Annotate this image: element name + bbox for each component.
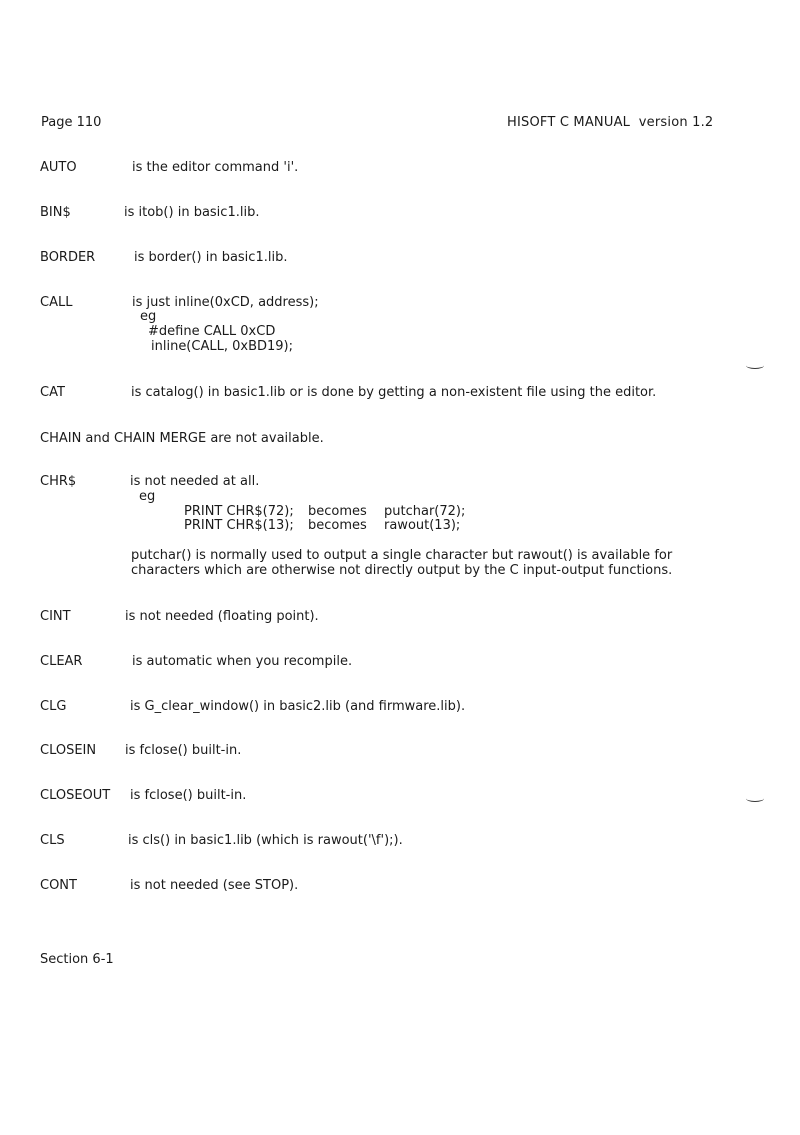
keyword-chr: CHR$ — [40, 474, 77, 489]
desc-closeout: is fclose() built-in. — [130, 788, 247, 803]
keyword-bin: BIN$ — [40, 205, 71, 220]
example-label: eg — [139, 489, 156, 504]
desc-cint: is not needed (floating point). — [125, 609, 319, 624]
desc-clg: is G_clear_window() in basic2.lib (and firmware.lib). — [130, 699, 466, 714]
example-code: PRINT CHR$(13); — [184, 518, 294, 533]
chr-explanation — [131, 548, 721, 578]
desc-cat: is catalog() in basic1.lib or is done by getting a non-existent file using the editor. — [131, 385, 657, 400]
chain-note: CHAIN and CHAIN MERGE are not available. — [40, 431, 324, 446]
scan-mark — [746, 795, 764, 802]
desc-bin: is itob() in basic1.lib. — [124, 205, 260, 220]
keyword-cint: CINT — [40, 609, 71, 624]
manual-title: HISOFT C MANUAL version 1.2 — [507, 115, 714, 130]
desc-call: is just inline(0xCD, address); — [132, 295, 319, 310]
example-label: eg — [140, 309, 157, 324]
keyword-auto: AUTO — [40, 160, 77, 175]
desc-closein: is fclose() built-in. — [125, 743, 242, 758]
page-number: Page 110 — [41, 115, 102, 130]
keyword-cont: CONT — [40, 878, 77, 893]
keyword-clg: CLG — [40, 699, 67, 714]
desc-border: is border() in basic1.lib. — [134, 250, 288, 265]
desc-auto: is the editor command 'i'. — [132, 160, 299, 175]
keyword-border: BORDER — [40, 250, 96, 265]
scan-mark — [746, 362, 764, 369]
example-line: inline(CALL, 0xBD19); — [151, 339, 293, 354]
keyword-closein: CLOSEIN — [40, 743, 97, 758]
keyword-cls: CLS — [40, 833, 65, 848]
keyword-call: CALL — [40, 295, 73, 310]
paragraph-line: putchar() is normally used to output a single character but rawout() is available for — [131, 548, 673, 563]
example-line: #define CALL 0xCD — [148, 324, 276, 339]
example-result: rawout(13); — [384, 518, 461, 533]
desc-chr: is not needed at all. — [130, 474, 260, 489]
example-code: PRINT CHR$(72); — [184, 504, 294, 519]
desc-cls: is cls() in basic1.lib (which is rawout('\f');). — [128, 833, 403, 848]
keyword-clear: CLEAR — [40, 654, 83, 669]
example-result: putchar(72); — [384, 504, 466, 519]
keyword-closeout: CLOSEOUT — [40, 788, 111, 803]
keyword-cat: CAT — [40, 385, 65, 400]
example-arrow-text: becomes — [308, 518, 367, 533]
example-arrow-text: becomes — [308, 504, 367, 519]
section-footer: Section 6-1 — [40, 952, 114, 967]
desc-cont: is not needed (see STOP). — [130, 878, 299, 893]
desc-clear: is automatic when you recompile. — [132, 654, 353, 669]
paragraph-line: characters which are otherwise not directly output by the C input-output functions. — [131, 563, 673, 578]
